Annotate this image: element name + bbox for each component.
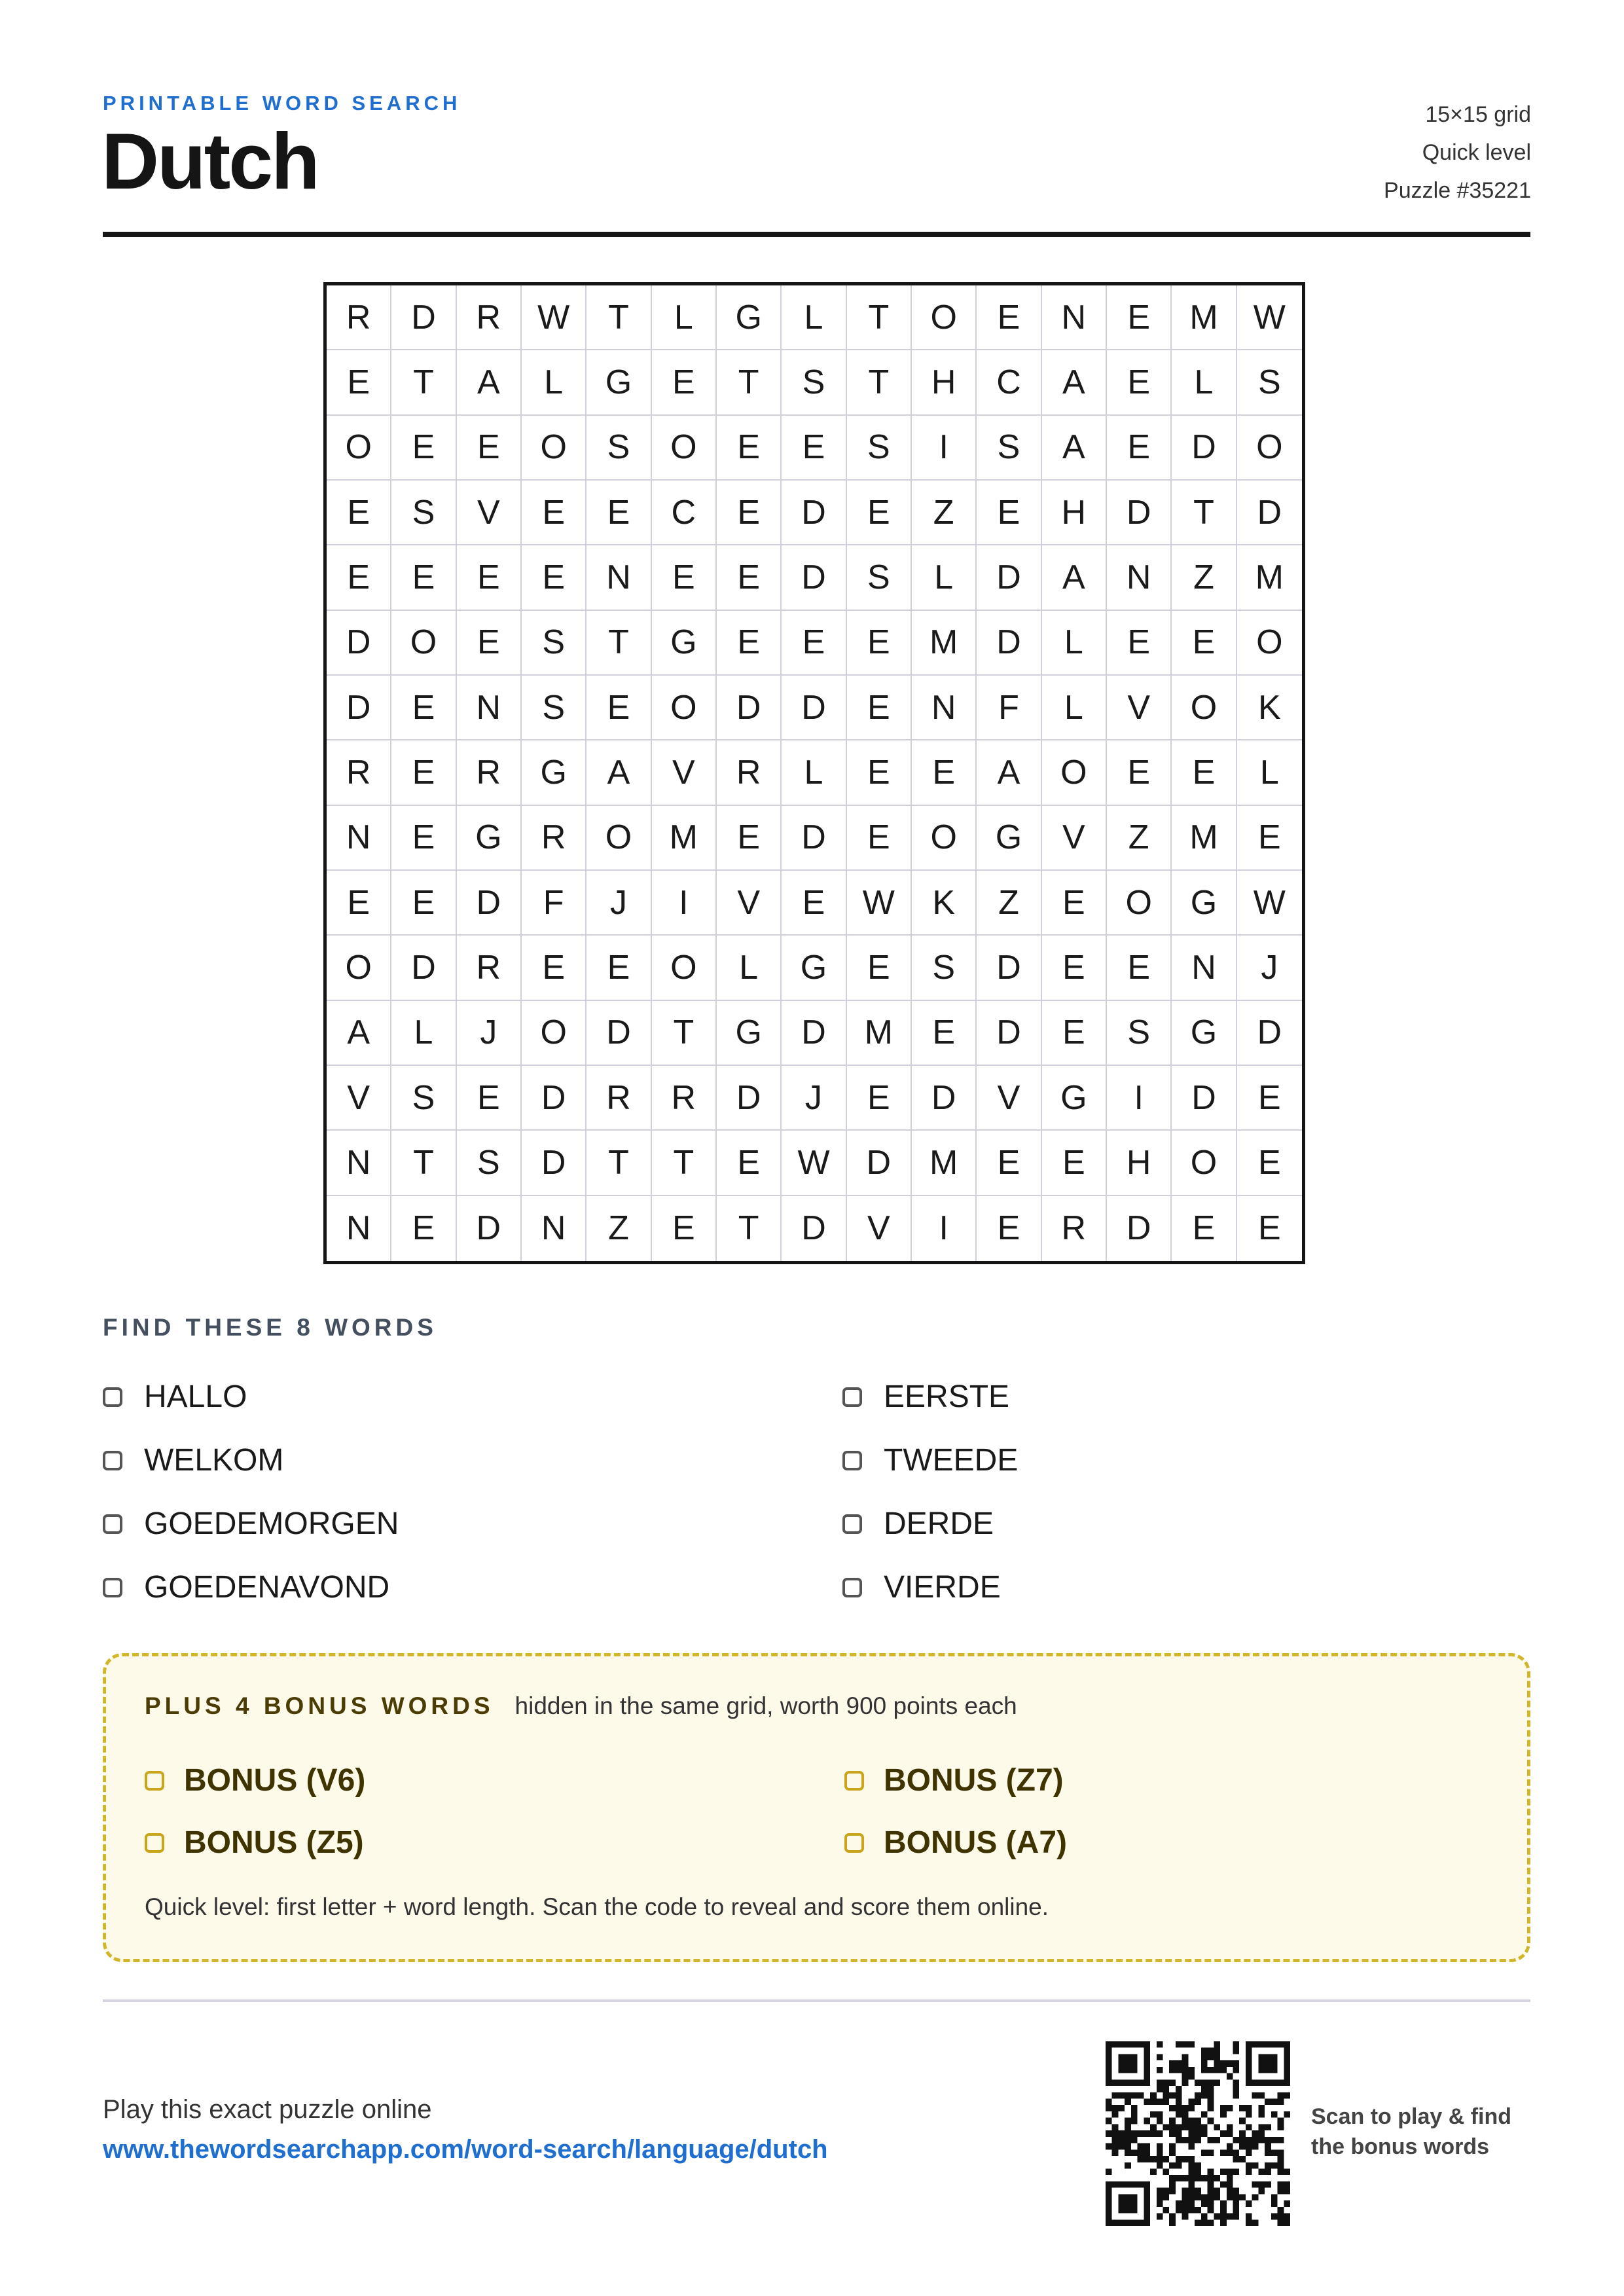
word-list-item[interactable] <box>842 1556 1530 1619</box>
checkbox-icon[interactable] <box>844 1771 864 1791</box>
grid-cell[interactable]: E <box>522 545 586 610</box>
grid-cell[interactable]: E <box>327 350 391 415</box>
grid-cell[interactable]: E <box>977 1196 1041 1261</box>
bonus-word-label: BONUS (A7) <box>884 1825 1068 1860</box>
grid-cell[interactable]: M <box>847 1001 912 1066</box>
grid-cell[interactable]: O <box>586 806 651 871</box>
grid-cell[interactable]: G <box>457 806 522 871</box>
grid-cell[interactable]: L <box>391 1001 456 1066</box>
qr-code-icon[interactable] <box>1106 2041 1290 2226</box>
grid-cell[interactable]: D <box>782 676 846 740</box>
grid-cell[interactable]: E <box>847 936 912 1000</box>
word-list-item[interactable] <box>842 1365 1530 1429</box>
grid-cell[interactable]: I <box>912 1196 977 1261</box>
grid-cell[interactable]: E <box>912 1001 977 1066</box>
grid-cell[interactable]: E <box>717 611 782 676</box>
grid-cell[interactable]: J <box>586 871 651 936</box>
grid-cell[interactable]: E <box>847 611 912 676</box>
grid-cell[interactable]: E <box>1257 1209 1281 1248</box>
bonus-word-label: BONUS (Z5) <box>184 1825 364 1860</box>
grid-cell[interactable]: D <box>1237 481 1302 545</box>
grid-cell[interactable]: D <box>912 1066 977 1131</box>
grid-cell[interactable]: D <box>977 936 1041 1000</box>
top-divider <box>103 232 1530 237</box>
grid-cell[interactable]: Z <box>977 871 1041 936</box>
checkbox-icon[interactable] <box>842 1387 862 1407</box>
checkbox-icon[interactable] <box>145 1833 164 1853</box>
grid-cell[interactable]: O <box>522 1001 586 1066</box>
grid-cell[interactable]: D <box>847 1131 912 1195</box>
grid-cell[interactable]: T <box>586 285 651 350</box>
grid-cell[interactable]: R <box>457 740 522 805</box>
grid-cell[interactable]: O <box>522 416 586 481</box>
grid-cell[interactable]: Z <box>586 1196 651 1261</box>
grid-cell[interactable]: G <box>522 740 586 805</box>
kicker-label: PRINTABLE WORD SEARCH <box>103 92 461 115</box>
puzzle-url-link[interactable]: www.thewordsearchapp.com/word-search/language/dutch <box>103 2135 828 2164</box>
grid-cell[interactable]: N <box>327 1196 391 1261</box>
grid-cell[interactable]: D <box>782 806 846 871</box>
grid-cell[interactable]: L <box>782 285 846 350</box>
grid-cell[interactable]: E <box>457 416 522 481</box>
grid-cell[interactable]: E <box>391 871 456 936</box>
grid-cell[interactable]: O <box>1172 676 1236 740</box>
grid-cell[interactable]: E <box>1107 350 1172 415</box>
grid-cell[interactable]: T <box>1172 481 1236 545</box>
grid-cell[interactable]: E <box>977 1131 1041 1195</box>
grid-cell[interactable]: C <box>977 350 1041 415</box>
bonus-panel <box>103 1653 1530 1962</box>
grid-cell[interactable]: S <box>847 416 912 481</box>
grid-cell[interactable]: S <box>1237 350 1302 415</box>
grid-cell[interactable]: D <box>1107 481 1172 545</box>
grid-cell[interactable]: O <box>327 416 391 481</box>
grid-cell[interactable]: O <box>912 285 977 350</box>
grid-cell[interactable]: E <box>457 611 522 676</box>
grid-cell[interactable]: W <box>782 1131 846 1195</box>
grid-cell[interactable]: V <box>847 1196 912 1261</box>
grid-cell[interactable]: S <box>586 416 651 481</box>
grid-cell[interactable]: L <box>1042 611 1107 676</box>
grid-cell[interactable]: D <box>1237 1001 1302 1066</box>
grid-cell[interactable]: L <box>522 350 586 415</box>
grid-cell[interactable]: E <box>847 676 912 740</box>
grid-cell[interactable]: G <box>977 806 1041 871</box>
grid-cell[interactable]: E <box>1237 1066 1302 1131</box>
grid-cell[interactable]: V <box>717 871 782 936</box>
grid-cell[interactable]: E <box>457 545 522 610</box>
grid-cell[interactable]: L <box>652 285 717 350</box>
grid-cell[interactable]: E <box>327 871 391 936</box>
grid-cell[interactable]: O <box>1237 611 1302 676</box>
grid-cell[interactable]: E <box>391 806 456 871</box>
word-list-item[interactable] <box>103 1556 842 1619</box>
grid-cell[interactable]: E <box>847 806 912 871</box>
grid-cell[interactable]: O <box>1172 1131 1236 1195</box>
grid-cell[interactable]: E <box>652 1196 717 1261</box>
grid-cell[interactable]: N <box>327 1131 391 1195</box>
grid-cell[interactable]: O <box>1237 416 1302 481</box>
word-list <box>103 1365 1530 1619</box>
grid-cell[interactable]: S <box>391 1066 456 1131</box>
grid-cell[interactable]: Z <box>912 481 977 545</box>
grid-cell[interactable]: E <box>1237 1131 1302 1195</box>
grid-cell[interactable]: E <box>586 936 651 1000</box>
grid-cell[interactable]: G <box>782 936 846 1000</box>
grid-cell[interactable]: E <box>1107 740 1172 805</box>
grid-cell[interactable]: D <box>391 936 456 1000</box>
checkbox-icon[interactable] <box>844 1833 864 1853</box>
grid-cell[interactable]: E <box>1042 936 1107 1000</box>
grid-cell[interactable]: D <box>391 285 456 350</box>
grid-cell[interactable]: V <box>457 481 522 545</box>
bonus-word-item[interactable] <box>145 1812 844 1874</box>
grid-cell[interactable]: D <box>327 611 391 676</box>
grid-cell[interactable]: E <box>847 740 912 805</box>
letter-grid <box>323 282 1305 1264</box>
grid-cell[interactable]: M <box>912 1131 977 1195</box>
grid-cell[interactable]: E <box>847 1066 912 1131</box>
grid-cell[interactable]: E <box>1042 1131 1107 1195</box>
grid-cell[interactable]: S <box>912 936 977 1000</box>
checkbox-icon[interactable] <box>103 1514 122 1534</box>
grid-cell[interactable]: E <box>1107 611 1172 676</box>
grid-cell[interactable]: T <box>652 1131 717 1195</box>
grid-cell[interactable]: R <box>717 740 782 805</box>
grid-cell[interactable]: G <box>717 285 782 350</box>
grid-cell[interactable]: D <box>327 676 391 740</box>
word-list-item[interactable] <box>103 1492 842 1556</box>
grid-cell[interactable]: R <box>457 285 522 350</box>
checkbox-icon[interactable] <box>103 1578 122 1597</box>
grid-cell[interactable]: H <box>1107 1131 1172 1195</box>
grid-cell[interactable]: O <box>652 416 717 481</box>
checkbox-icon[interactable] <box>842 1578 862 1597</box>
grid-cell[interactable]: Z <box>1172 545 1236 610</box>
grid-cell[interactable]: O <box>391 611 456 676</box>
grid-cell[interactable]: R <box>457 936 522 1000</box>
grid-cell[interactable]: A <box>1042 545 1107 610</box>
grid-cell[interactable]: O <box>1042 740 1107 805</box>
page-title: Dutch <box>101 117 318 206</box>
grid-cell[interactable]: W <box>847 871 912 936</box>
grid-cell[interactable]: G <box>1172 1001 1236 1066</box>
bonus-word-list <box>145 1749 1493 1874</box>
word-list-item[interactable] <box>842 1429 1530 1492</box>
grid-cell[interactable]: J <box>782 1066 846 1131</box>
grid-cell[interactable]: S <box>522 611 586 676</box>
grid-cell[interactable]: M <box>652 806 717 871</box>
grid-cell[interactable]: R <box>586 1066 651 1131</box>
grid-cell[interactable]: I <box>652 871 717 936</box>
bonus-title: PLUS 4 BONUS WORDS <box>145 1692 494 1719</box>
grid-cell[interactable]: N <box>457 676 522 740</box>
grid-cell[interactable]: C <box>652 481 717 545</box>
grid-cell[interactable]: F <box>522 871 586 936</box>
grid-cell[interactable]: E <box>1042 1001 1107 1066</box>
grid-cell[interactable]: D <box>586 1001 651 1066</box>
scan-instructions: Scan to play & find the bonus words <box>1311 2104 1512 2159</box>
grid-cell[interactable]: L <box>1042 676 1107 740</box>
grid-cell[interactable]: E <box>1172 611 1236 676</box>
grid-cell[interactable]: O <box>652 676 717 740</box>
level-label: Quick level <box>1422 140 1531 165</box>
grid-cell[interactable]: V <box>1042 806 1107 871</box>
checkbox-icon[interactable] <box>103 1451 122 1470</box>
word-label: GOEDENAVOND <box>144 1570 390 1605</box>
word-label: HALLO <box>144 1379 247 1414</box>
bonus-word-label: BONUS (V6) <box>184 1763 366 1798</box>
grid-cell[interactable]: H <box>1042 481 1107 545</box>
grid-cell[interactable]: E <box>717 806 782 871</box>
grid-cell[interactable]: E <box>782 416 846 481</box>
grid-cell[interactable]: D <box>522 1131 586 1195</box>
grid-cell[interactable]: J <box>1237 936 1302 1000</box>
grid-cell[interactable]: N <box>1107 545 1172 610</box>
grid-cell[interactable]: D <box>782 481 846 545</box>
grid-cell[interactable]: S <box>782 350 846 415</box>
checkbox-icon[interactable] <box>145 1771 164 1791</box>
grid-cell[interactable]: E <box>391 1196 456 1261</box>
bonus-header <box>145 1692 1017 1720</box>
puzzle-meta <box>1384 96 1531 210</box>
grid-cell[interactable]: T <box>847 285 912 350</box>
grid-cell[interactable]: N <box>1172 936 1236 1000</box>
grid-cell[interactable]: D <box>522 1066 586 1131</box>
grid-cell[interactable]: V <box>977 1066 1041 1131</box>
word-label: VIERDE <box>884 1570 1001 1605</box>
word-label: TWEEDE <box>884 1443 1019 1478</box>
grid-cell[interactable]: N <box>1042 285 1107 350</box>
grid-cell[interactable]: R <box>522 806 586 871</box>
grid-cell[interactable]: D <box>977 611 1041 676</box>
grid-size-label: 15×15 grid <box>1425 102 1531 127</box>
grid-cell[interactable]: G <box>1172 871 1236 936</box>
grid-cell[interactable]: L <box>912 545 977 610</box>
word-label: DERDE <box>884 1506 994 1541</box>
bonus-subtitle: hidden in the same grid, worth 900 points each <box>514 1692 1017 1719</box>
grid-cell[interactable]: E <box>1172 1196 1236 1261</box>
grid-cell[interactable]: N <box>586 545 651 610</box>
grid-cell[interactable]: R <box>1042 1196 1107 1261</box>
grid-cell[interactable]: L <box>1172 350 1236 415</box>
grid-cell[interactable]: R <box>652 1066 717 1131</box>
grid-cell[interactable]: A <box>457 350 522 415</box>
bonus-note: Quick level: first letter + word length. Scan the code to reveal and score them online. <box>145 1893 1049 1920</box>
grid-cell[interactable]: D <box>457 871 522 936</box>
checkbox-icon[interactable] <box>842 1514 862 1534</box>
grid-cell[interactable]: E <box>586 676 651 740</box>
grid-cell[interactable]: E <box>847 481 912 545</box>
grid-cell[interactable]: E <box>1107 416 1172 481</box>
grid-cell[interactable]: S <box>457 1131 522 1195</box>
grid-cell[interactable]: D <box>1172 416 1236 481</box>
grid-cell[interactable]: T <box>391 1131 456 1195</box>
grid-cell[interactable]: T <box>586 611 651 676</box>
grid-cell[interactable]: D <box>977 545 1041 610</box>
checkbox-icon[interactable] <box>842 1451 862 1470</box>
grid-cell[interactable]: G <box>717 1001 782 1066</box>
grid-cell[interactable]: R <box>327 285 391 350</box>
grid-cell[interactable]: T <box>391 350 456 415</box>
grid-cell[interactable]: E <box>327 481 391 545</box>
puzzle-number-label: Puzzle #35221 <box>1384 178 1531 203</box>
word-label: GOEDEMORGEN <box>144 1506 399 1541</box>
grid-cell[interactable]: V <box>1107 676 1172 740</box>
grid-cell[interactable]: D <box>782 1001 846 1066</box>
grid-cell[interactable]: I <box>1107 1066 1172 1131</box>
grid-cell[interactable]: E <box>457 1066 522 1131</box>
grid-cell[interactable]: W <box>522 285 586 350</box>
grid-cell[interactable]: E <box>717 416 782 481</box>
grid-cell[interactable]: K <box>1237 676 1302 740</box>
grid-cell[interactable]: K <box>912 871 977 936</box>
grid-cell[interactable]: D <box>717 676 782 740</box>
grid-cell[interactable]: W <box>1237 285 1302 350</box>
word-list-item[interactable] <box>842 1492 1530 1556</box>
grid-cell[interactable]: S <box>847 545 912 610</box>
grid-cell[interactable]: M <box>1172 285 1236 350</box>
grid-cell[interactable]: O <box>912 806 977 871</box>
play-online-label: Play this exact puzzle online <box>103 2095 432 2124</box>
grid-cell[interactable]: E <box>1042 871 1107 936</box>
grid-cell[interactable]: E <box>717 545 782 610</box>
grid-cell[interactable]: O <box>327 936 391 1000</box>
grid-cell[interactable]: A <box>1042 416 1107 481</box>
grid-cell[interactable]: E <box>652 545 717 610</box>
word-list-item[interactable] <box>103 1365 842 1429</box>
grid-cell[interactable]: E <box>977 285 1041 350</box>
grid-cell[interactable]: D <box>717 1066 782 1131</box>
grid-cell[interactable]: E <box>522 481 586 545</box>
grid-cell[interactable]: G <box>586 350 651 415</box>
word-label: WELKOM <box>144 1443 284 1478</box>
grid-cell[interactable]: T <box>717 350 782 415</box>
grid-cell[interactable]: A <box>327 1001 391 1066</box>
grid-cell[interactable]: N <box>522 1196 586 1261</box>
grid-cell[interactable]: E <box>1107 285 1172 350</box>
grid-cell[interactable]: E <box>782 611 846 676</box>
grid-cell[interactable]: Z <box>1107 806 1172 871</box>
grid-cell[interactable]: E <box>1237 806 1302 871</box>
grid-cell[interactable]: R <box>327 740 391 805</box>
grid-cell[interactable]: L <box>1237 740 1302 805</box>
grid-cell[interactable]: E <box>1107 936 1172 1000</box>
grid-cell[interactable]: D <box>1107 1196 1172 1261</box>
bonus-word-item[interactable] <box>844 1749 1493 1812</box>
grid-cell[interactable]: S <box>1107 1001 1172 1066</box>
grid-cell[interactable]: S <box>391 481 456 545</box>
grid-cell[interactable]: E <box>391 545 456 610</box>
grid-cell[interactable]: E <box>522 936 586 1000</box>
grid-cell[interactable]: L <box>717 936 782 1000</box>
grid-cell[interactable]: E <box>717 1131 782 1195</box>
grid-cell[interactable]: E <box>652 350 717 415</box>
grid-cell[interactable]: W <box>1237 871 1302 936</box>
bonus-word-item[interactable] <box>145 1749 844 1812</box>
grid-cell[interactable]: E <box>912 740 977 805</box>
grid-cell[interactable]: L <box>782 740 846 805</box>
grid-cell[interactable]: V <box>652 740 717 805</box>
grid-cell[interactable]: G <box>1042 1066 1107 1131</box>
grid-cell[interactable]: G <box>652 611 717 676</box>
grid-cell[interactable]: E <box>977 481 1041 545</box>
bonus-word-item[interactable] <box>844 1812 1493 1874</box>
grid-cell[interactable]: T <box>652 1001 717 1066</box>
grid-cell[interactable]: D <box>782 545 846 610</box>
grid-cell[interactable]: A <box>586 740 651 805</box>
grid-cell[interactable]: E <box>586 481 651 545</box>
grid-cell[interactable]: D <box>782 1196 846 1261</box>
grid-cell[interactable]: N <box>912 676 977 740</box>
grid-cell[interactable]: S <box>977 416 1041 481</box>
grid-cell[interactable]: M <box>1237 545 1302 610</box>
grid-cell[interactable]: T <box>586 1131 651 1195</box>
bottom-divider <box>103 1999 1530 2002</box>
grid-cell[interactable]: E <box>391 416 456 481</box>
grid-cell[interactable]: D <box>977 1001 1041 1066</box>
grid-cell[interactable]: F <box>977 676 1041 740</box>
grid-cell[interactable]: T <box>847 350 912 415</box>
checkbox-icon[interactable] <box>103 1387 122 1407</box>
word-label: EERSTE <box>884 1379 1010 1414</box>
bonus-word-label: BONUS (Z7) <box>884 1763 1064 1798</box>
grid-cell[interactable]: M <box>912 611 977 676</box>
grid-cell[interactable]: H <box>912 350 977 415</box>
grid-cell[interactable]: O <box>1107 871 1172 936</box>
find-words-heading: FIND THESE 8 WORDS <box>103 1314 437 1341</box>
grid-cell[interactable]: O <box>652 936 717 1000</box>
word-list-item[interactable] <box>103 1429 842 1492</box>
grid-cell[interactable]: T <box>717 1196 782 1261</box>
grid-cell[interactable]: D <box>457 1196 522 1261</box>
grid-cell[interactable]: E <box>717 481 782 545</box>
grid-cell[interactable]: A <box>977 740 1041 805</box>
grid-cell[interactable]: V <box>327 1066 391 1131</box>
grid-cell[interactable]: J <box>457 1001 522 1066</box>
grid-cell[interactable]: D <box>1172 1066 1236 1131</box>
grid-cell[interactable]: M <box>1172 806 1236 871</box>
grid-cell[interactable]: I <box>912 416 977 481</box>
grid-cell[interactable]: E <box>1172 740 1236 805</box>
grid-cell[interactable]: A <box>1042 350 1107 415</box>
grid-cell[interactable]: E <box>391 740 456 805</box>
grid-cell[interactable]: E <box>391 676 456 740</box>
grid-cell[interactable]: S <box>522 676 586 740</box>
grid-cell[interactable]: N <box>327 806 391 871</box>
grid-cell[interactable]: E <box>782 871 846 936</box>
grid-cell[interactable]: E <box>327 545 391 610</box>
